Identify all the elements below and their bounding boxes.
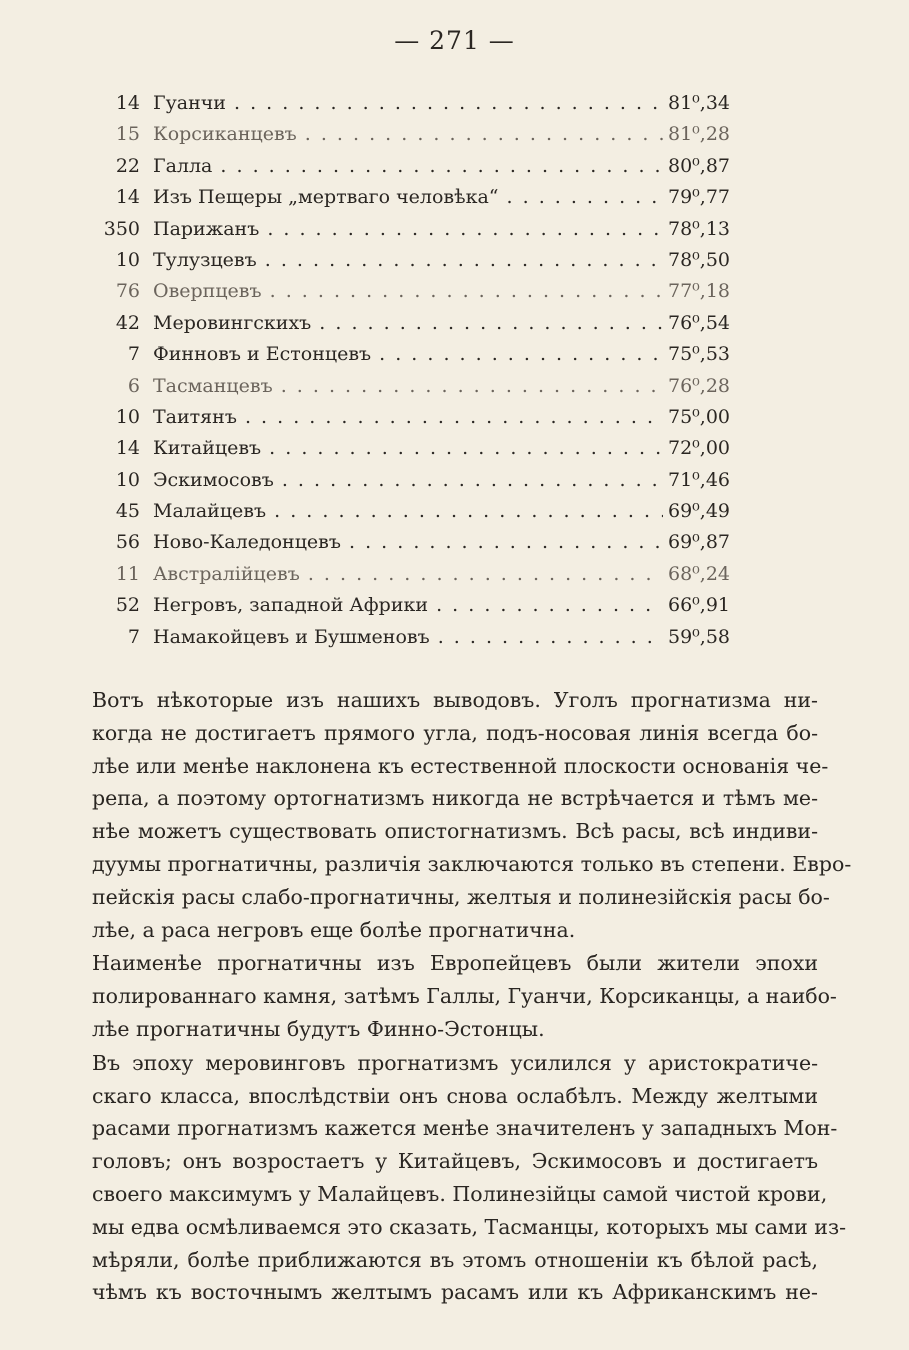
row-value: 79⁰,77	[668, 186, 731, 209]
row-count: 56	[115, 531, 140, 554]
text-line: пейскія расы слабо-прогнатичны, желтыя и полинезійскія расы бо-	[92, 884, 830, 909]
table-row	[0, 622, 909, 653]
row-count: 15	[115, 123, 140, 146]
row-value: 76⁰,28	[668, 374, 731, 397]
row-name: Таитянъ . . .	[153, 402, 663, 433]
row-name: Малайцевъ . . .	[153, 496, 663, 527]
table-row	[0, 276, 909, 307]
row-name: Меровингскихъ . . .	[153, 308, 663, 339]
row-count: 350	[103, 217, 140, 240]
row-name: Австралійцевъ . . .	[153, 559, 663, 590]
text-line: лѣе или менѣе наклонена къ естественной плоскости основанія че-	[92, 753, 829, 778]
row-count: 11	[115, 562, 140, 585]
text-line: лѣе прогнатичны будутъ Финно-Эстонцы.	[92, 1016, 545, 1041]
text-line: лѣе, а раса негровъ еще болѣе прогнатична.	[92, 917, 576, 942]
page-number: — 271 —	[394, 26, 515, 55]
row-value: 78⁰,50	[668, 248, 731, 271]
row-name: Парижанъ . . .	[153, 214, 663, 245]
table-row	[0, 119, 909, 150]
text-line: расами прогнатизмъ кажется менѣе значителенъ у западныхъ Мон-	[92, 1116, 838, 1141]
row-name: Намакойцевъ и Бушменовъ . . .	[153, 622, 663, 653]
row-name: Изъ Пещеры „мертваго человѣка“ . . .	[153, 182, 663, 213]
row-count: 14	[115, 186, 140, 209]
paragraph	[92, 947, 837, 1045]
table-row	[0, 465, 909, 496]
row-value: 80⁰,87	[668, 154, 731, 177]
row-value: 75⁰,53	[668, 343, 731, 366]
row-name: Тасманцевъ . . .	[153, 371, 663, 402]
row-count: 7	[127, 343, 140, 366]
text-line: Въ эпоху меровинговъ прогнатизмъ усилился у аристократиче-	[92, 1050, 818, 1075]
row-count: 52	[115, 594, 140, 617]
text-line: нѣе можетъ существовать опистогнатизмъ. Всѣ расы, всѣ индиви-	[92, 819, 818, 844]
text-line: чѣмъ къ восточнымъ желтымъ расамъ или къ Африканскимъ не-	[92, 1280, 818, 1305]
row-value: 75⁰,00	[668, 405, 731, 428]
paragraph	[92, 684, 852, 946]
row-name: Китайцевъ . . .	[153, 433, 663, 464]
row-count: 6	[127, 374, 140, 397]
row-value: 66⁰,91	[668, 594, 731, 617]
paragraph	[92, 1047, 847, 1309]
row-name: Гуанчи . . .	[153, 88, 663, 119]
table-row	[0, 496, 909, 527]
text-line: дуумы прогнатичны, различія заключаются только въ степени. Евро-	[92, 851, 852, 876]
table-row	[0, 245, 909, 276]
row-value: 68⁰,24	[668, 562, 731, 585]
table-row	[0, 182, 909, 213]
table-row	[0, 559, 909, 590]
row-count: 22	[115, 154, 140, 177]
row-name: Оверпцевъ . . .	[153, 276, 663, 307]
row-value: 69⁰,87	[668, 531, 731, 554]
row-value: 69⁰,49	[668, 500, 731, 523]
row-count: 42	[115, 311, 140, 334]
text-line: мы едва осмѣливаемся это сказать, Тасманцы, которыхъ мы сами из-	[92, 1214, 847, 1239]
text-line: головъ; онъ возростаетъ у Китайцевъ, Эскимосовъ и достигаетъ	[92, 1149, 818, 1174]
table-row	[0, 88, 909, 119]
text-line: полированнаго камня, затѣмъ Галлы, Гуанчи, Корсиканцы, а наибо-	[92, 984, 837, 1009]
row-name: Негровъ, западной Африки . . .	[153, 590, 663, 621]
body-text	[92, 684, 852, 1309]
table-row	[0, 402, 909, 433]
row-count: 10	[115, 468, 140, 491]
row-value: 72⁰,00	[668, 437, 731, 460]
row-count: 45	[115, 500, 140, 523]
row-value: 76⁰,54	[668, 311, 731, 334]
row-value: 78⁰,13	[668, 217, 731, 240]
row-name: Галла . . .	[153, 151, 663, 182]
row-count: 14	[115, 92, 140, 114]
text-line: своего максимумъ у Малайцевъ. Полинезійцы самой чистой крови,	[92, 1181, 828, 1206]
row-name: Тулузцевъ . . .	[153, 245, 663, 276]
table-row	[0, 214, 909, 245]
text-line: Вотъ нѣкоторые изъ нашихъ выводовъ. Уголъ прогнатизма ни-	[92, 688, 818, 712]
table-row	[0, 339, 909, 370]
row-name: Эскимосовъ . . .	[153, 465, 663, 496]
row-count: 14	[115, 437, 140, 460]
row-name: Корсиканцевъ . . .	[153, 119, 663, 150]
row-value: 81⁰,34	[668, 92, 731, 114]
table-row	[0, 433, 909, 464]
measurement-table	[0, 88, 909, 653]
table-row	[0, 151, 909, 182]
row-name: Финновъ и Естонцевъ . . .	[153, 339, 663, 370]
table-row	[0, 590, 909, 621]
row-value: 81⁰,28	[668, 123, 731, 146]
row-count: 10	[115, 248, 140, 271]
row-count: 10	[115, 405, 140, 428]
table-row	[0, 527, 909, 558]
table-row	[0, 371, 909, 402]
row-value: 71⁰,46	[668, 468, 731, 491]
row-name: Ново-Каледонцевъ . . .	[153, 527, 663, 558]
row-value: 59⁰,58	[668, 625, 731, 648]
text-line: мѣряли, болѣе приближаются въ этомъ отношеніи къ бѣлой расѣ,	[92, 1247, 818, 1272]
text-line: скаго класса, впослѣдствіи онъ снова ослабѣлъ. Между желтыми	[92, 1083, 818, 1108]
row-count: 76	[115, 280, 140, 303]
text-line: когда не достигаетъ прямого угла, подъ-носовая линія всегда бо-	[92, 720, 818, 745]
row-count: 7	[127, 625, 140, 648]
table-row	[0, 308, 909, 339]
row-value: 77⁰,18	[668, 280, 731, 303]
text-line: Наименѣе прогнатичны изъ Европейцевъ были жители эпохи	[92, 951, 818, 976]
text-line: репа, а поэтому ортогнатизмъ никогда не встрѣчается и тѣмъ ме-	[92, 786, 818, 811]
